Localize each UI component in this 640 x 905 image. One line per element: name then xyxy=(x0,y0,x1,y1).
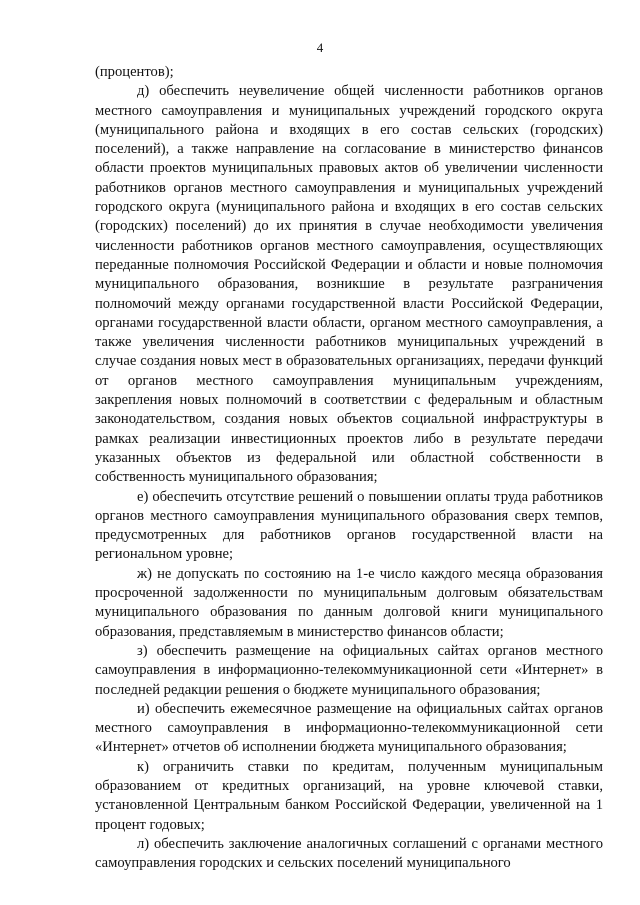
paragraph-item-e: е) обеспечить отсутствие решений о повышении оплаты труда работников органов местного самоуправления муниципального образования сверх темпов, предусмотренных для работников органов государственной власти на региональном уровне; xyxy=(95,488,603,563)
paragraph-item-d: д) обеспечить неувеличение общей численности работников органов местного самоуправления и муниципальных учреждений городского округа (муниципального района и входящих в его состав сельских (городских) поселений), а также направление на согласование в министерство финансов области проектов муниципальных правовых актов об увеличении численности работников органов местного самоуправления и муниципальных учреждений городского округа (муниципального района и входящих в его состав сельских (городских) поселений) до их принятия в случае необходимости увеличения численности работников органов местного самоуправления, осуществляющих переданные полномочия Российской Федерации и области и новые полномочия муниципального образования, возникшие в результате разграничения полномочий между органами государственной власти Российской Федерации, органами государственной власти области, органом местного самоуправления, а также увеличения численности работников муниципальных учреждений в случае создания новых мест в образовательных организациях, передачи функций от органов местного самоуправления муниципальным учреждениям, закрепления новых полномочий в соответствии с федеральным и областным законодательством, создания новых объектов социальной инфраструктуры в рамках реализации инвестиционных проектов либо в результате передачи указанных объектов из федеральной или областной собственности в собственность муниципального образования; xyxy=(95,83,603,486)
page-number: 4 xyxy=(316,40,324,55)
paragraph-item-z: з) обеспечить размещение на официальных сайтах органов местного самоуправления в информационно-телекоммуникационной сети «Интернет» в последней редакции решения о бюджете муниципального образования; xyxy=(95,642,603,698)
paragraph-item-l: л) обеспечить заключение аналогичных соглашений с органами местного самоуправления городских и сельских поселений муниципального xyxy=(95,835,603,872)
paragraph-item-zh: ж) не допускать по состоянию на 1-е число каждого месяца образования просроченной задолженности по муниципальным долговым обязательствам муниципального образования по данным долговой книги муниципального образования, представляемым в министерство финансов области; xyxy=(95,565,603,640)
paragraph-continuation: (процентов); xyxy=(95,64,174,80)
paragraph-item-i: и) обеспечить ежемесячное размещение на официальных сайтах органов местного самоуправления в информационно-телекоммуникационной сети «Интернет» отчетов об исполнении бюджета муниципального образования; xyxy=(95,700,603,756)
paragraph-item-k: к) ограничить ставки по кредитам, полученным муниципальным образованием от кредитных организаций, на уровне ключевой ставки, установленной Центральным банком Российской Федерации, увеличенной на 1 процент годовых; xyxy=(95,758,603,833)
document-body xyxy=(95,63,603,873)
